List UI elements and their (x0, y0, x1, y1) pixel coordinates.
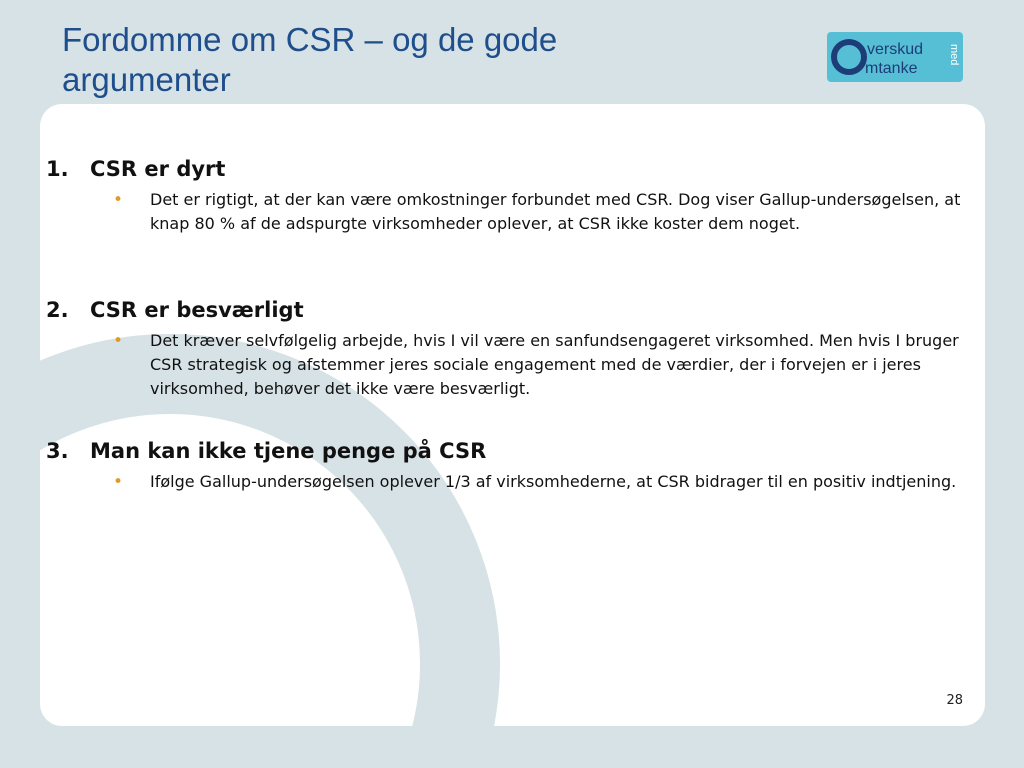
content-panel (40, 104, 985, 726)
item-number: 1. (46, 157, 69, 181)
item-heading: CSR er dyrt (90, 157, 226, 181)
bullet-text: Det er rigtigt, at der kan være omkostninger forbundet med CSR. Dog viser Gallup-undersøgelsen, at knap 80 % af de adspurgte virksomheder oplever, at CSR ikke koster dem noget. (150, 190, 961, 233)
bullet-icon: • (113, 472, 124, 492)
item-heading: Man kan ikke tjene penge på CSR (90, 439, 487, 463)
bullet-point (113, 329, 981, 401)
bullet-text: Det kræver selvfølgelig arbejde, hvis I vil være en sanfundsengageret virksomhed. Men hvis I bruger CSR strategisk og afstemmer jeres sociale engagement med de værdier, der i forvejen er i jeres virksomhed, behøver det ikke være besværligt. (150, 331, 959, 398)
logo-line1: verskud (867, 41, 924, 58)
logo-o-mark (834, 42, 864, 72)
logo-line2: mtanke (865, 60, 918, 77)
argument-item-3 (46, 438, 981, 494)
bullet-point (113, 188, 981, 236)
logo (827, 32, 963, 82)
bullet-icon: • (113, 331, 124, 351)
argument-item-1 (46, 156, 981, 236)
item-number: 2. (46, 298, 69, 322)
item-heading: CSR er besværligt (90, 298, 304, 322)
page-number: 28 (946, 693, 963, 708)
bullet-point (113, 470, 981, 494)
logo-side-text: med (948, 44, 960, 66)
bullet-text: Ifølge Gallup-undersøgelsen oplever 1/3 af virksomhederne, at CSR bidrager til en positiv indtjening. (150, 472, 957, 491)
slide-title: Fordomme om CSR – og de gode argumenter (62, 21, 558, 98)
item-number: 3. (46, 439, 69, 463)
bullet-icon: • (113, 190, 124, 210)
argument-item-2 (46, 297, 981, 401)
